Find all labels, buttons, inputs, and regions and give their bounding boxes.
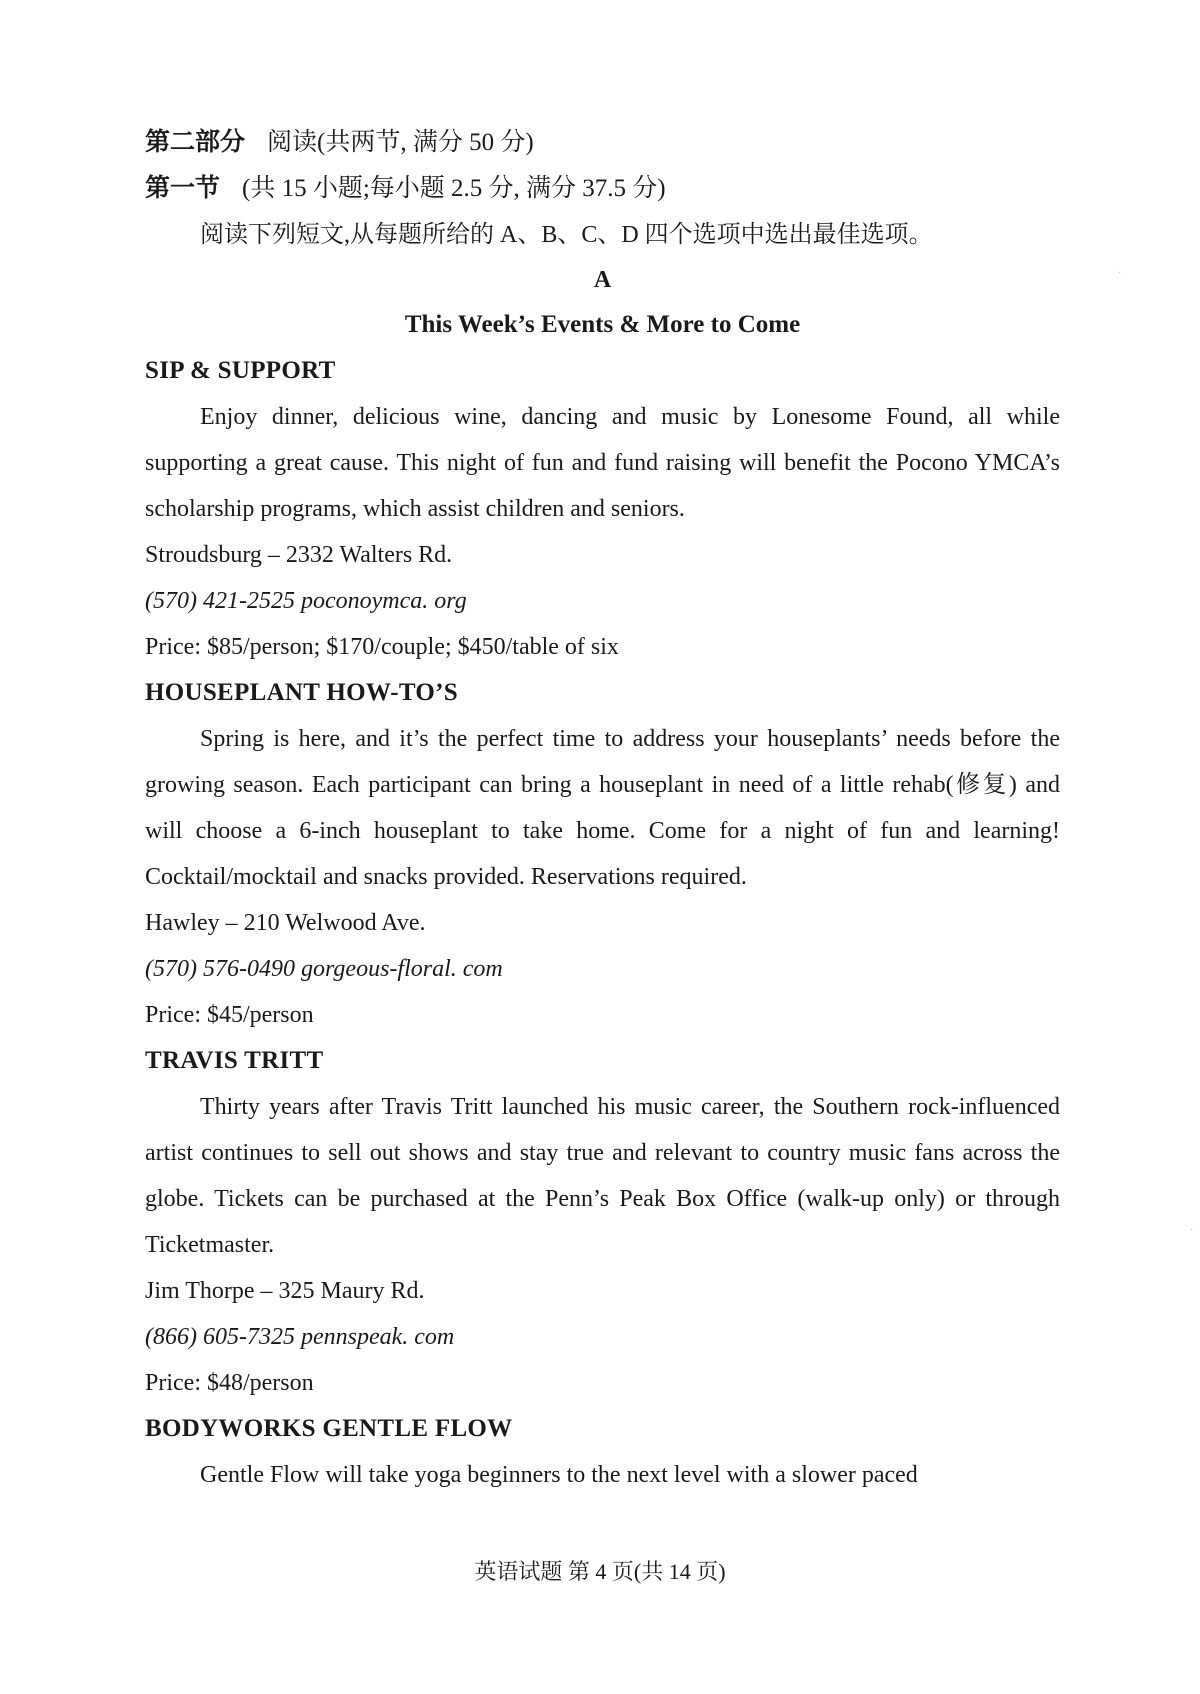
event-price: Price: $48/person (145, 1370, 314, 1396)
event-contact: (570) 421-2525 poconoymca. org (145, 588, 467, 614)
event-contact: (570) 576-0490 gorgeous-floral. com (145, 956, 503, 982)
event-heading: HOUSEPLANT HOW-TO’S (145, 679, 458, 706)
part-description: 阅读(共两节, 满分 50 分) (267, 129, 534, 156)
event-contact: (866) 605-7325 pennspeak. com (145, 1324, 455, 1350)
event-price: Price: $45/person (145, 1002, 314, 1028)
scan-speck: · (1118, 268, 1122, 279)
event-heading: TRAVIS TRITT (145, 1047, 324, 1074)
event-heading: SIP & SUPPORT (145, 357, 336, 384)
event-bodyworks-gentle-flow (145, 1406, 1060, 1498)
event-address: Stroudsburg – 2332 Walters Rd. (145, 542, 453, 568)
event-address: Hawley – 210 Welwood Ave. (145, 910, 426, 936)
event-houseplant-how-tos (145, 670, 1060, 1038)
event-price: Price: $85/person; $170/couple; $450/table of six (145, 634, 619, 660)
event-description: Enjoy dinner, delicious wine, dancing and music by Lonesome Found, all while supporting a great cause. This night of fun and fund raising will benefit the Pocono YMCA’s scholarship programs, which assist children and seniors. (145, 404, 1060, 522)
event-description: Gentle Flow will take yoga beginners to the next level with a slower paced (200, 1462, 918, 1488)
scan-speck: · (1190, 1225, 1194, 1236)
passage-letter: A (593, 267, 612, 293)
event-heading: BODYWORKS GENTLE FLOW (145, 1415, 513, 1442)
event-travis-tritt (145, 1038, 1060, 1406)
event-description: Spring is here, and it’s the perfect time to address your houseplants’ needs before the growing season. Each participant can bring a houseplant in need of a little rehab(修复) and will choose a 6-inch houseplant to take home. Come for a night of fun and learning! Cocktail/mocktail and snacks provided. Reservations required. (145, 726, 1060, 890)
instruction: 阅读下列短文,从每题所给的 A、B、C、D 四个选项中选出最佳选项。 (200, 222, 933, 248)
event-sip-support (145, 348, 1060, 670)
section-title: 第一节 (145, 175, 221, 202)
exam-page (145, 120, 1060, 1498)
part-header (145, 120, 1060, 166)
event-description: Thirty years after Travis Tritt launched his music career, the Southern rock-influenced artist continues to sell out shows and stay true and relevant to country music fans across the globe. Tickets can be purchased at the Penn’s Peak Box Office (walk-up only) or through Ticketmaster. (145, 1094, 1060, 1258)
passage-title: This Week’s Events & More to Come (404, 311, 801, 338)
section-description: (共 15 小题;每小题 2.5 分, 满分 37.5 分) (242, 175, 666, 202)
section-header (145, 166, 1060, 212)
part-title: 第二部分 (145, 129, 246, 156)
page-footer: 英语试题 第 4 页(共 14 页) (474, 1559, 726, 1584)
event-address: Jim Thorpe – 325 Maury Rd. (145, 1278, 425, 1304)
